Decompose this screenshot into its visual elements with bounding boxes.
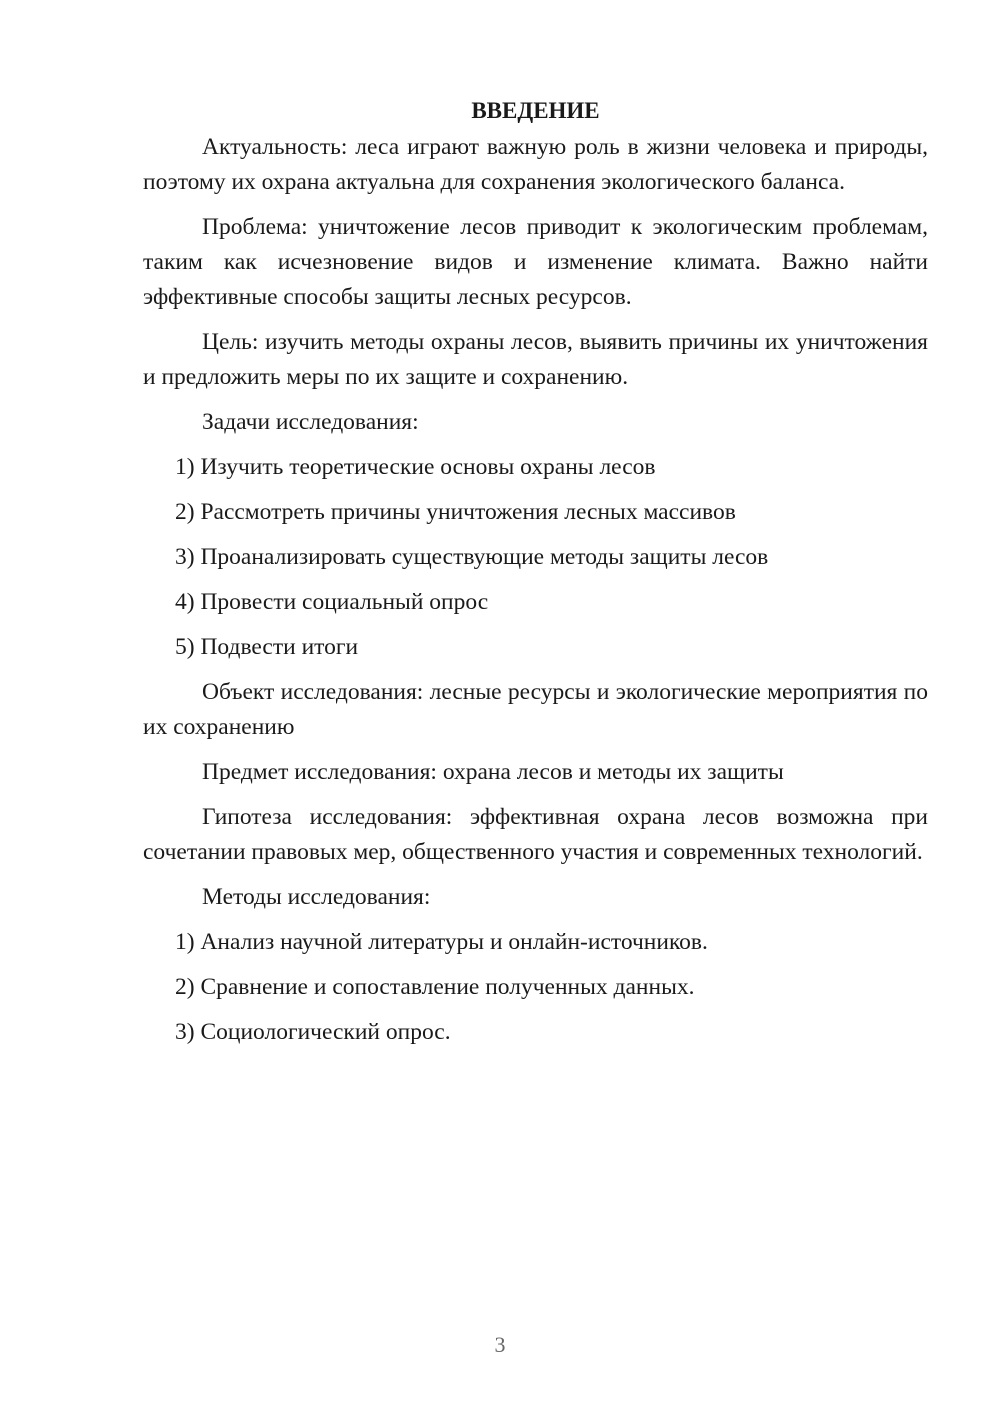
section-title: ВВЕДЕНИЕ (471, 98, 600, 123)
tasks-list (143, 450, 928, 665)
task-item: 4) Провести социальный опрос (175, 589, 489, 615)
task-item: 3) Проанализировать существующие методы защиты лесов (175, 544, 769, 570)
problem-paragraph: Проблема: уничтожение лесов приводит к экологическим проблемам, таким как исчезновение видов и изменение климата. Важно найти эффективные способы защиты лесных ресурсов. (143, 214, 928, 310)
task-item: 1) Изучить теоретические основы охраны лесов (175, 454, 656, 480)
page-content (143, 92, 928, 1060)
subject-paragraph: Предмет исследования: охрана лесов и методы их защиты (202, 759, 784, 785)
page-number: 3 (494, 1332, 506, 1357)
method-item: 1) Анализ научной литературы и онлайн-источников. (175, 929, 708, 955)
methods-list (143, 925, 928, 1050)
relevance-paragraph: Актуальность: леса играют важную роль в жизни человека и природы, поэтому их охрана актуальна для сохранения экологического баланса. (143, 134, 928, 195)
method-item: 2) Сравнение и сопоставление полученных данных. (175, 974, 695, 1000)
method-item: 3) Социологический опрос. (175, 1019, 451, 1045)
task-item: 5) Подвести итоги (175, 634, 359, 660)
hypothesis-paragraph: Гипотеза исследования: эффективная охрана лесов возможна при сочетании правовых мер, общественного участия и современных технологий. (143, 804, 928, 865)
tasks-heading: Задачи исследования: (202, 409, 419, 435)
goal-paragraph: Цель: изучить методы охраны лесов, выявить причины их уничтожения и предложить меры по их защите и сохранению. (143, 329, 928, 390)
task-item: 2) Рассмотреть причины уничтожения лесных массивов (175, 499, 736, 525)
object-paragraph: Объект исследования: лесные ресурсы и экологические мероприятия по их сохранению (143, 679, 928, 740)
methods-heading: Методы исследования: (202, 884, 431, 910)
